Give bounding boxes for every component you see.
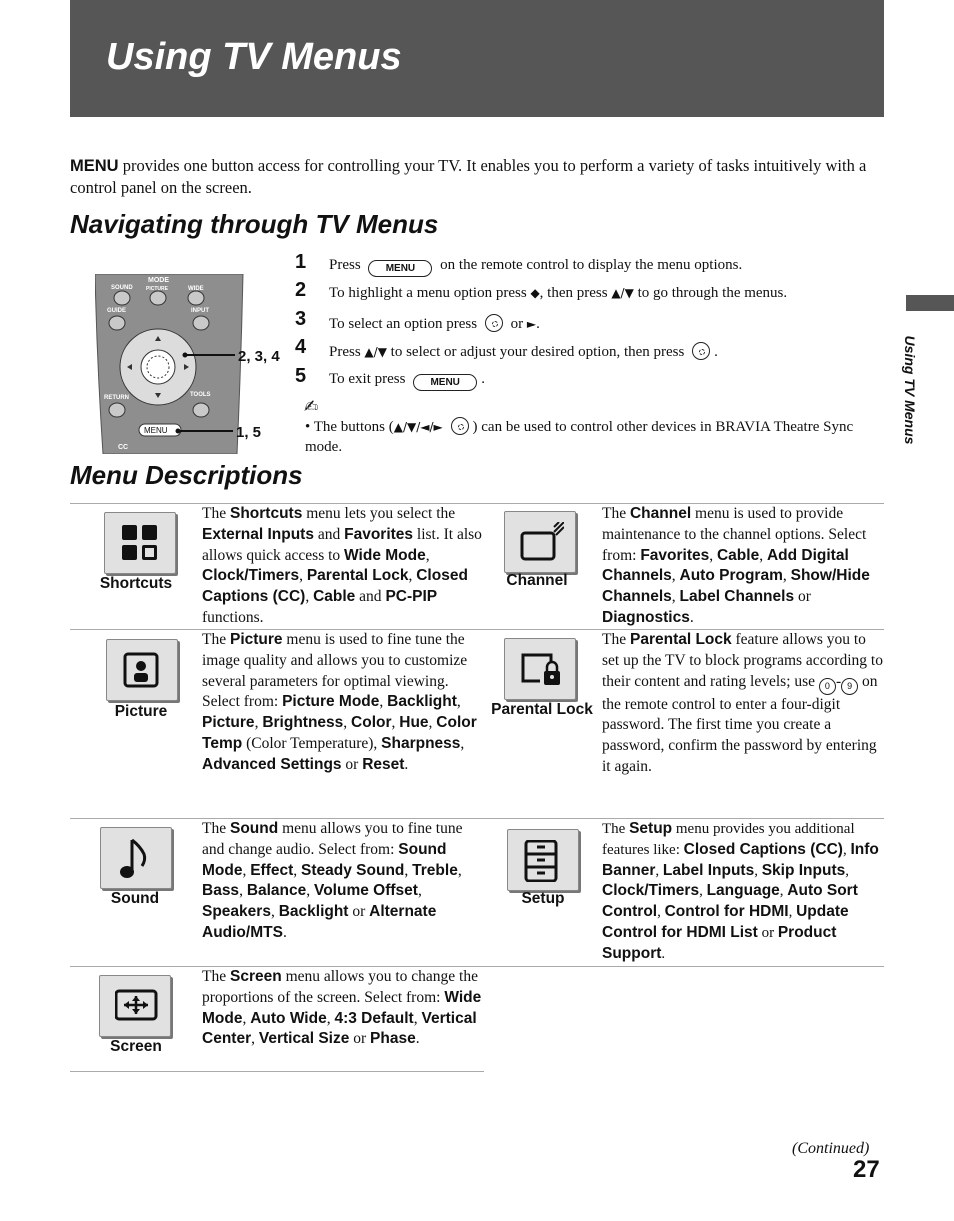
remote-label-input: INPUT [191, 308, 209, 314]
enter-button-icon [485, 314, 503, 332]
enter-button-icon [451, 417, 469, 435]
direction-arrows-icon: ▲/▼/◄/► [393, 420, 443, 434]
screen-arrows-icon [99, 975, 171, 1037]
step-text: To highlight a menu option press [329, 285, 527, 301]
screen-label: Screen [110, 1038, 162, 1055]
callout-steps-2-3-4: 2, 3, 4 [238, 348, 280, 365]
parental-lock-icon [504, 638, 576, 700]
menu-descriptions-heading: Menu Descriptions [70, 460, 303, 490]
step-number: 4 [295, 336, 307, 358]
step-number: 3 [295, 308, 307, 330]
setup-label: Setup [521, 890, 565, 907]
menu-button-icon: MENU [368, 260, 432, 277]
up-down-arrows-icon: ▲/▼ [611, 286, 634, 300]
step-text: Press [329, 257, 361, 273]
shortcuts-description: The Shortcuts menu lets you select the External Inputs and Favorites list. It also allows quick access to Wide Mode, Clock/Timers, Parental Lock, Closed Captions (CC), Cable and PC-PIP functions. [202, 505, 482, 626]
callout-steps-1-5: 1, 5 [236, 424, 262, 441]
intro-menu-word: MENU [70, 157, 119, 175]
side-tab-marker [906, 295, 954, 311]
step-number: 5 [295, 365, 307, 387]
step-text: . [536, 316, 540, 332]
table-divider [70, 1071, 484, 1072]
step-text: To exit press [329, 371, 406, 387]
left-arrow-icon: ◆ [530, 286, 540, 300]
picture-description: The Picture menu is used to fine tune the image quality and allows you to customize several parameters for optimal viewing. Select from: Picture Mode, Backlight, Picture, Brightness, Color, Hue, Color Temp (Color Temperature), Sharpness, Advanced Settings or Reset. [202, 631, 477, 773]
screen-description: The Screen menu allows you to change the proportions of the screen. Select from: Wide Mode, Auto Wide, 4:3 Default, Vertical Center, Vertical Size or Phase. [202, 968, 482, 1048]
step-text: Press [329, 344, 361, 360]
shortcuts-label: Shortcuts [99, 575, 173, 592]
picture-portrait-icon [106, 639, 178, 701]
parental-lock-label: Parental Lock [491, 701, 593, 718]
step-text: , then press [539, 285, 608, 301]
sound-description: The Sound menu allows you to fine tune and change audio. Select from: Sound Mode, Effect, Steady Sound, Treble, Bass, Balance, Volume Offset, Speakers, Backlight or Alternate Audio/MTS. [202, 820, 463, 941]
step-text: to select or adjust your desired option, then press [390, 344, 685, 360]
remote-label-guide: GUIDE [107, 308, 127, 314]
step-text: or [510, 316, 524, 332]
remote-label-return: RETURN [104, 395, 129, 401]
picture-label: Picture [114, 703, 168, 720]
remote-label-sound: SOUND [111, 285, 133, 291]
channel-label: Channel [506, 572, 568, 589]
enter-button-icon [692, 342, 710, 360]
step-number: 2 [295, 279, 307, 301]
sound-label: Sound [110, 890, 160, 907]
step-text: To select an option press [329, 316, 478, 332]
remote-label-menu: MENU [144, 426, 168, 435]
navigating-heading: Navigating through TV Menus [70, 209, 439, 239]
sound-note-icon [100, 827, 172, 889]
page-title: Using TV Menus [106, 36, 402, 78]
up-down-arrows-icon: ▲/▼ [364, 345, 387, 359]
step-text: . [481, 371, 485, 387]
channel-description: The Channel menu is used to provide maintenance to the channel options. Select from: Favorites, Cable, Add Digital Channels, Auto Program, Show/Hide Channels, Label Channels or Diagnostics. [602, 505, 870, 626]
step-text: to go through the menus. [637, 285, 788, 301]
step-text: . [714, 344, 718, 360]
setup-cabinet-icon [507, 829, 579, 891]
setup-description: The Setup menu provides you additional features like: Closed Captions (CC), Info Banner, Label Inputs, Skip Inputs, Clock/Timers, Language, Auto Sort Control, Control for HDMI, Update Control for HDMI List or Product Support. [602, 820, 879, 962]
digit-0-button-icon: 0 [819, 678, 836, 695]
digit-9-button-icon: 9 [841, 678, 858, 695]
remote-label-wide: WIDE [188, 286, 204, 292]
remote-label-mode: MODE [148, 277, 169, 284]
remote-label-picture: PICTURE [146, 286, 168, 292]
side-tab-label: Using TV Menus [902, 335, 918, 445]
channel-tv-icon [504, 511, 576, 573]
menu-button-icon: MENU [413, 374, 477, 391]
step-number: 1 [295, 251, 307, 273]
right-arrow-icon: ► [526, 317, 537, 331]
remote-label-tools: TOOLS [190, 392, 211, 398]
pencil-note-icon: ✍ [304, 397, 319, 417]
parental-lock-description: The Parental Lock feature allows you to set up the TV to block programs according to their content and rating levels; use 0 - 9 on the remote control to enter a four-digit password. The first time you create a password, confirm the password by entering it again. [602, 631, 883, 775]
note-text: • The buttons (▲/▼/◄/► ) can be used to control other devices in BRAVIA Theatre Sync mode. [305, 419, 854, 455]
page-number: 27 [853, 1156, 880, 1183]
intro-text: provides one button access for controlling your TV. It enables you to perform a variety of tasks intuitively with a control panel on the screen. [70, 156, 867, 197]
remote-label-cc: CC [118, 444, 129, 451]
step-text: on the remote control to display the menu options. [440, 257, 743, 273]
continued-label: (Continued) [792, 1140, 870, 1157]
shortcuts-grid-icon [104, 512, 176, 574]
